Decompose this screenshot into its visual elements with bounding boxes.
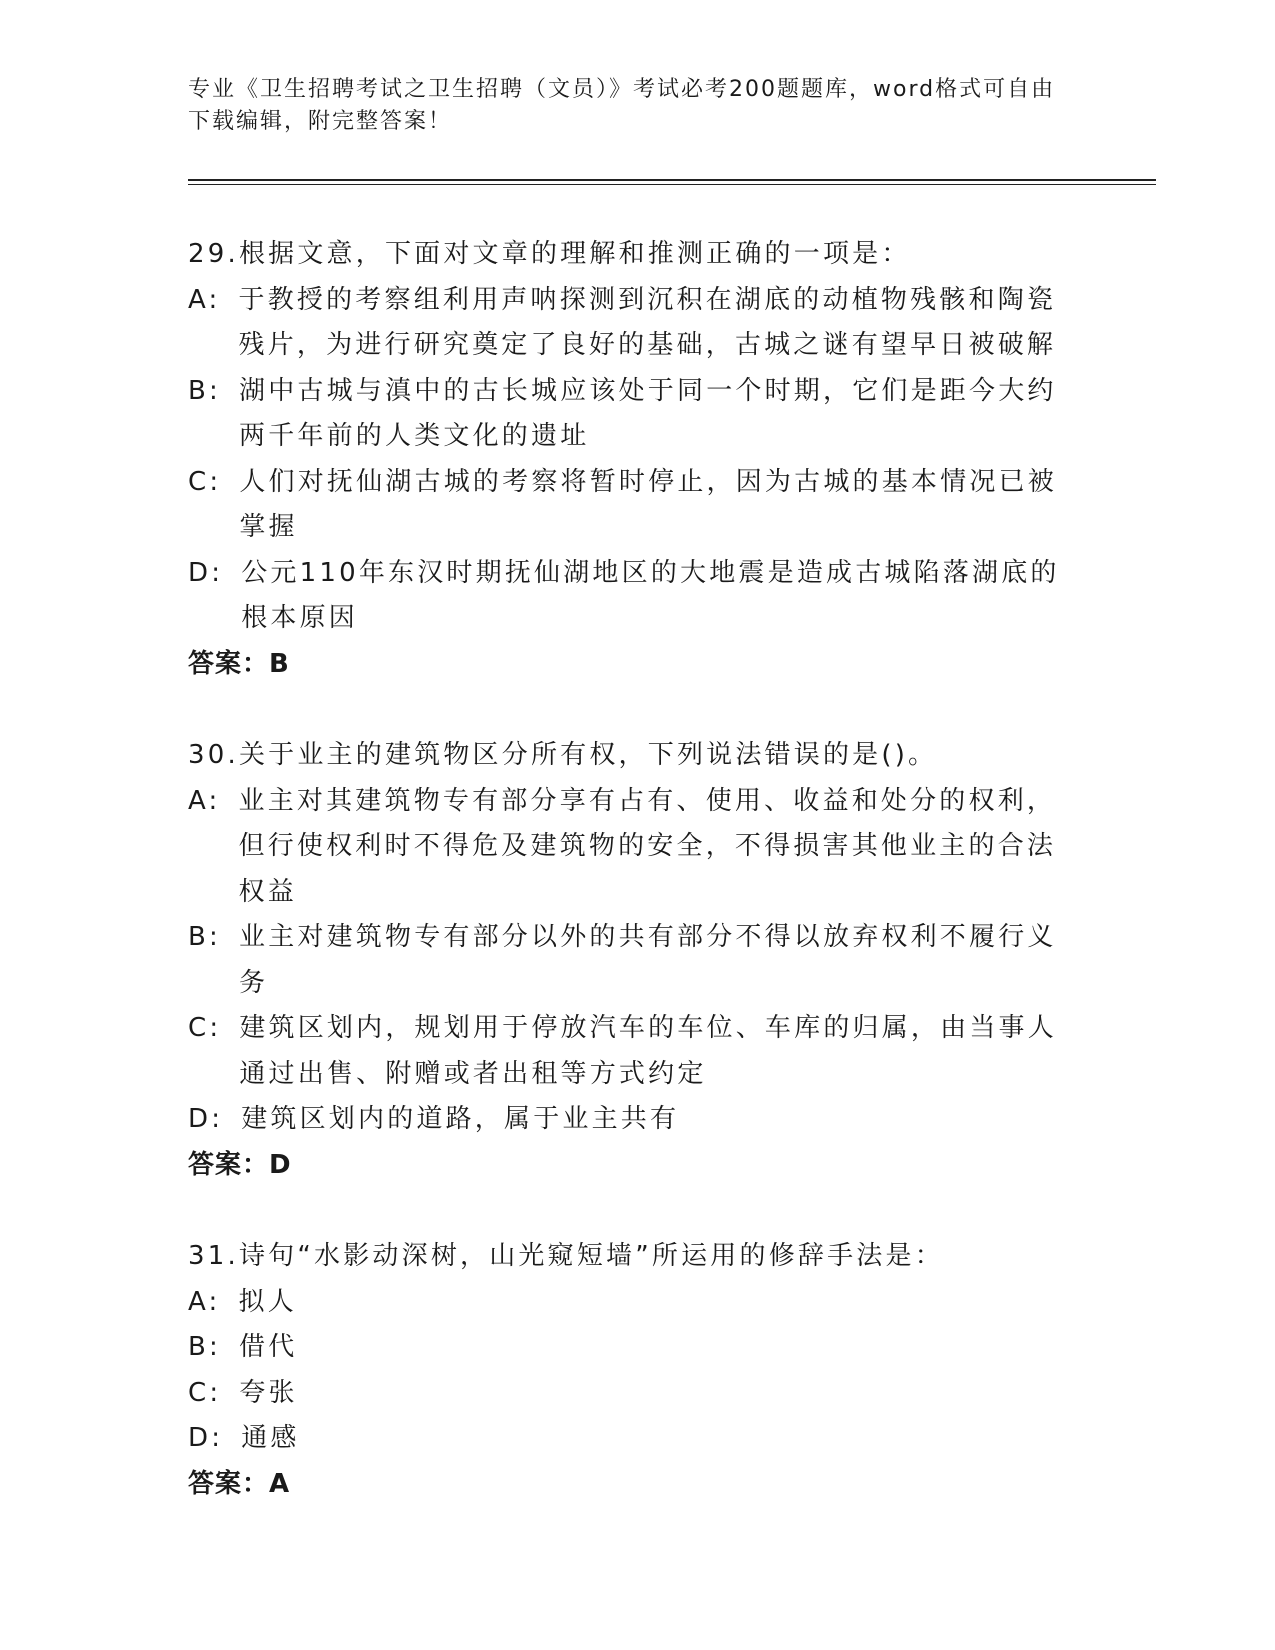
document-header: 专业《卫生招聘考试之卫生招聘（文员）》考试必考200题题库，word格式可自由下载编辑，附完整答案！ — [188, 77, 1056, 134]
option-letter: A: — [188, 1286, 221, 1317]
option-letter: B: — [188, 922, 221, 952]
option-text: 湖中古城与滇中的古长城应该处于同一个时期，它们是距今大约两千年前的人类文化的遗址 — [239, 375, 1057, 451]
question-list — [188, 232, 1078, 1553]
option-c — [188, 1371, 1078, 1417]
option-text: 于教授的考察组利用声呐探测到沉积在湖底的动植物残骸和陶瓷残片，为进行研究奠定了良好的基础，古城之谜有望早日被破解 — [238, 284, 1057, 360]
option-letter: A: — [188, 785, 221, 816]
question-30 — [188, 733, 1078, 1188]
option-letter: C: — [188, 1013, 222, 1043]
option-b — [188, 1325, 1078, 1371]
option-letter: A: — [188, 284, 221, 315]
question-stem: 29.根据文意，下面对文章的理解和推测正确的一项是： — [188, 239, 911, 269]
header-divider-thick — [188, 179, 1156, 181]
option-b — [188, 915, 1078, 1006]
option-letter: D: — [188, 557, 224, 588]
option-text: 建筑区划内的道路，属于业主共有 — [241, 1104, 680, 1134]
option-text: 业主对建筑物专有部分以外的共有部分不得以放弃权利不履行义务 — [239, 922, 1057, 998]
option-d — [188, 1097, 1078, 1143]
option-letter: B: — [188, 1332, 221, 1362]
option-c — [188, 460, 1078, 551]
option-text: 拟人 — [238, 1286, 297, 1317]
option-d — [188, 1416, 1078, 1462]
question-stem: 31.诗句“水影动深树，山光窥短墙”所运用的修辞手法是： — [188, 1241, 944, 1271]
option-letter: C: — [188, 466, 222, 497]
answer-label: 答案：B — [188, 648, 290, 679]
option-letter: C: — [188, 1377, 222, 1408]
option-a — [188, 779, 1078, 916]
option-text: 业主对其建筑物专有部分享有占有、使用、收益和处分的权利，但行使权利时不得危及建筑物的安全，不得损害其他业主的合法权益 — [238, 785, 1057, 907]
question-stem: 30.关于业主的建筑物区分所有权，下列说法错误的是()。 — [188, 740, 938, 770]
option-text: 公元110年东汉时期抚仙湖地区的大地震是造成古城陷落湖底的根本原因 — [241, 557, 1060, 633]
option-b — [188, 369, 1078, 460]
option-d — [188, 551, 1078, 642]
question-29 — [188, 232, 1078, 687]
option-letter: D: — [188, 1423, 224, 1453]
option-c — [188, 1006, 1078, 1097]
option-text: 夸张 — [239, 1377, 298, 1408]
option-a — [188, 1280, 1078, 1326]
question-31 — [188, 1234, 1078, 1507]
header-divider-thin — [188, 184, 1156, 185]
option-text: 人们对抚仙湖古城的考察将暂时停止，因为古城的基本情况已被掌握 — [239, 466, 1057, 542]
option-letter: D: — [188, 1104, 224, 1134]
option-text: 通感 — [241, 1423, 300, 1453]
option-letter: B: — [188, 375, 221, 406]
answer-label: 答案：A — [188, 1468, 291, 1499]
option-text: 借代 — [239, 1332, 298, 1362]
option-a — [188, 278, 1078, 369]
answer-label: 答案：D — [188, 1149, 292, 1180]
option-text: 建筑区划内，规划用于停放汽车的车位、车库的归属，由当事人通过出售、附赠或者出租等方式约定 — [239, 1013, 1057, 1089]
